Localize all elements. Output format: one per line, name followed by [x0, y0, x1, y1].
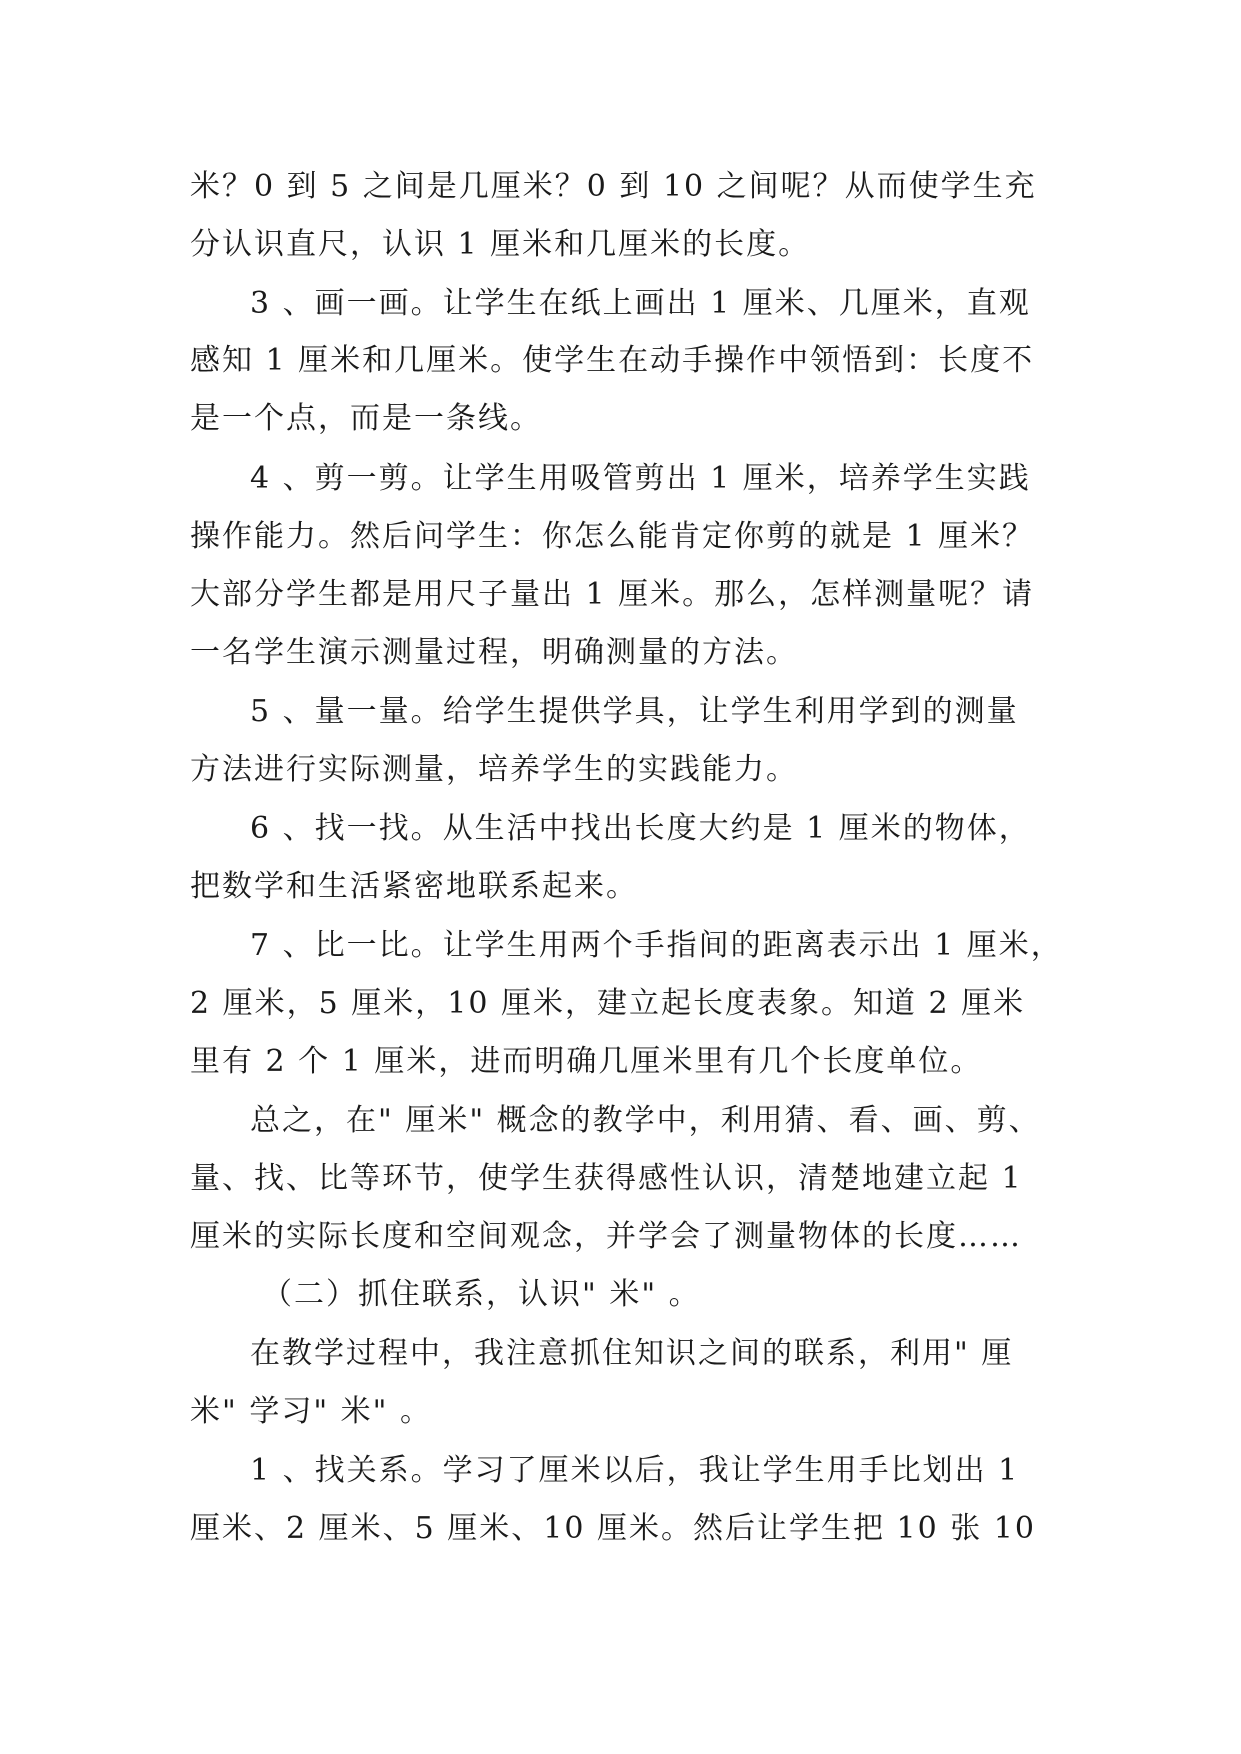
- paragraph-line: 7 、比一比。让学生用两个手指间的距离表示出 1 厘米，: [250, 928, 1063, 963]
- paragraph-line: 总之，在" 厘米" 概念的教学中，利用猜、看、画、剪、: [250, 1103, 1041, 1138]
- text-line: 厘米、2 厘米、5 厘米、10 厘米。然后让学生把 10 张 10: [190, 1511, 1036, 1546]
- paragraph-line: 6 、找一找。从生活中找出长度大约是 1 厘米的物体，: [250, 811, 1031, 846]
- paragraph-line: 5 、量一量。给学生提供学具，让学生利用学到的测量: [250, 694, 1019, 729]
- text-line: 分认识直尺，认识 1 厘米和几厘米的长度。: [190, 227, 811, 262]
- paragraph-line: 在教学过程中，我注意抓住知识之间的联系，利用" 厘: [250, 1336, 1014, 1371]
- paragraph-line: 3 、画一画。让学生在纸上画出 1 厘米、几厘米，直观: [250, 286, 1031, 321]
- text-line: 里有 2 个 1 厘米，进而明确几厘米里有几个长度单位。: [190, 1044, 983, 1079]
- paragraph-line: 1 、找关系。学习了厘米以后，我让学生用手比划出 1: [250, 1453, 1020, 1488]
- text-line: 把数学和生活紧密地联系起来。: [190, 869, 638, 904]
- text-line: 2 厘米，5 厘米，10 厘米，建立起长度表象。知道 2 厘米: [190, 986, 1026, 1021]
- text-line: 厘米的实际长度和空间观念，并学会了测量物体的长度……: [190, 1219, 1022, 1254]
- paragraph-line: 4 、剪一剪。让学生用吸管剪出 1 厘米，培养学生实践: [250, 461, 1031, 496]
- text-line: 量、找、比等环节，使学生获得感性认识，清楚地建立起 1: [190, 1161, 1023, 1196]
- text-line: 大部分学生都是用尺子量出 1 厘米。那么，怎样测量呢？请: [190, 577, 1035, 612]
- text-line: 米？0 到 5 之间是几厘米？0 到 10 之间呢？从而使学生充: [190, 169, 1037, 204]
- text-line: 是一个点，而是一条线。: [190, 401, 542, 436]
- text-line: 方法进行实际测量，培养学生的实践能力。: [190, 752, 798, 787]
- section-heading: （二）抓住联系，认识" 米" 。: [262, 1277, 701, 1312]
- text-line: 米" 学习" 米" 。: [190, 1394, 433, 1429]
- text-line: 一名学生演示测量过程，明确测量的方法。: [190, 635, 798, 670]
- text-line: 操作能力。然后问学生：你怎么能肯定你剪的就是 1 厘米？: [190, 519, 1035, 554]
- text-line: 感知 1 厘米和几厘米。使学生在动手操作中领悟到：长度不: [190, 343, 1035, 378]
